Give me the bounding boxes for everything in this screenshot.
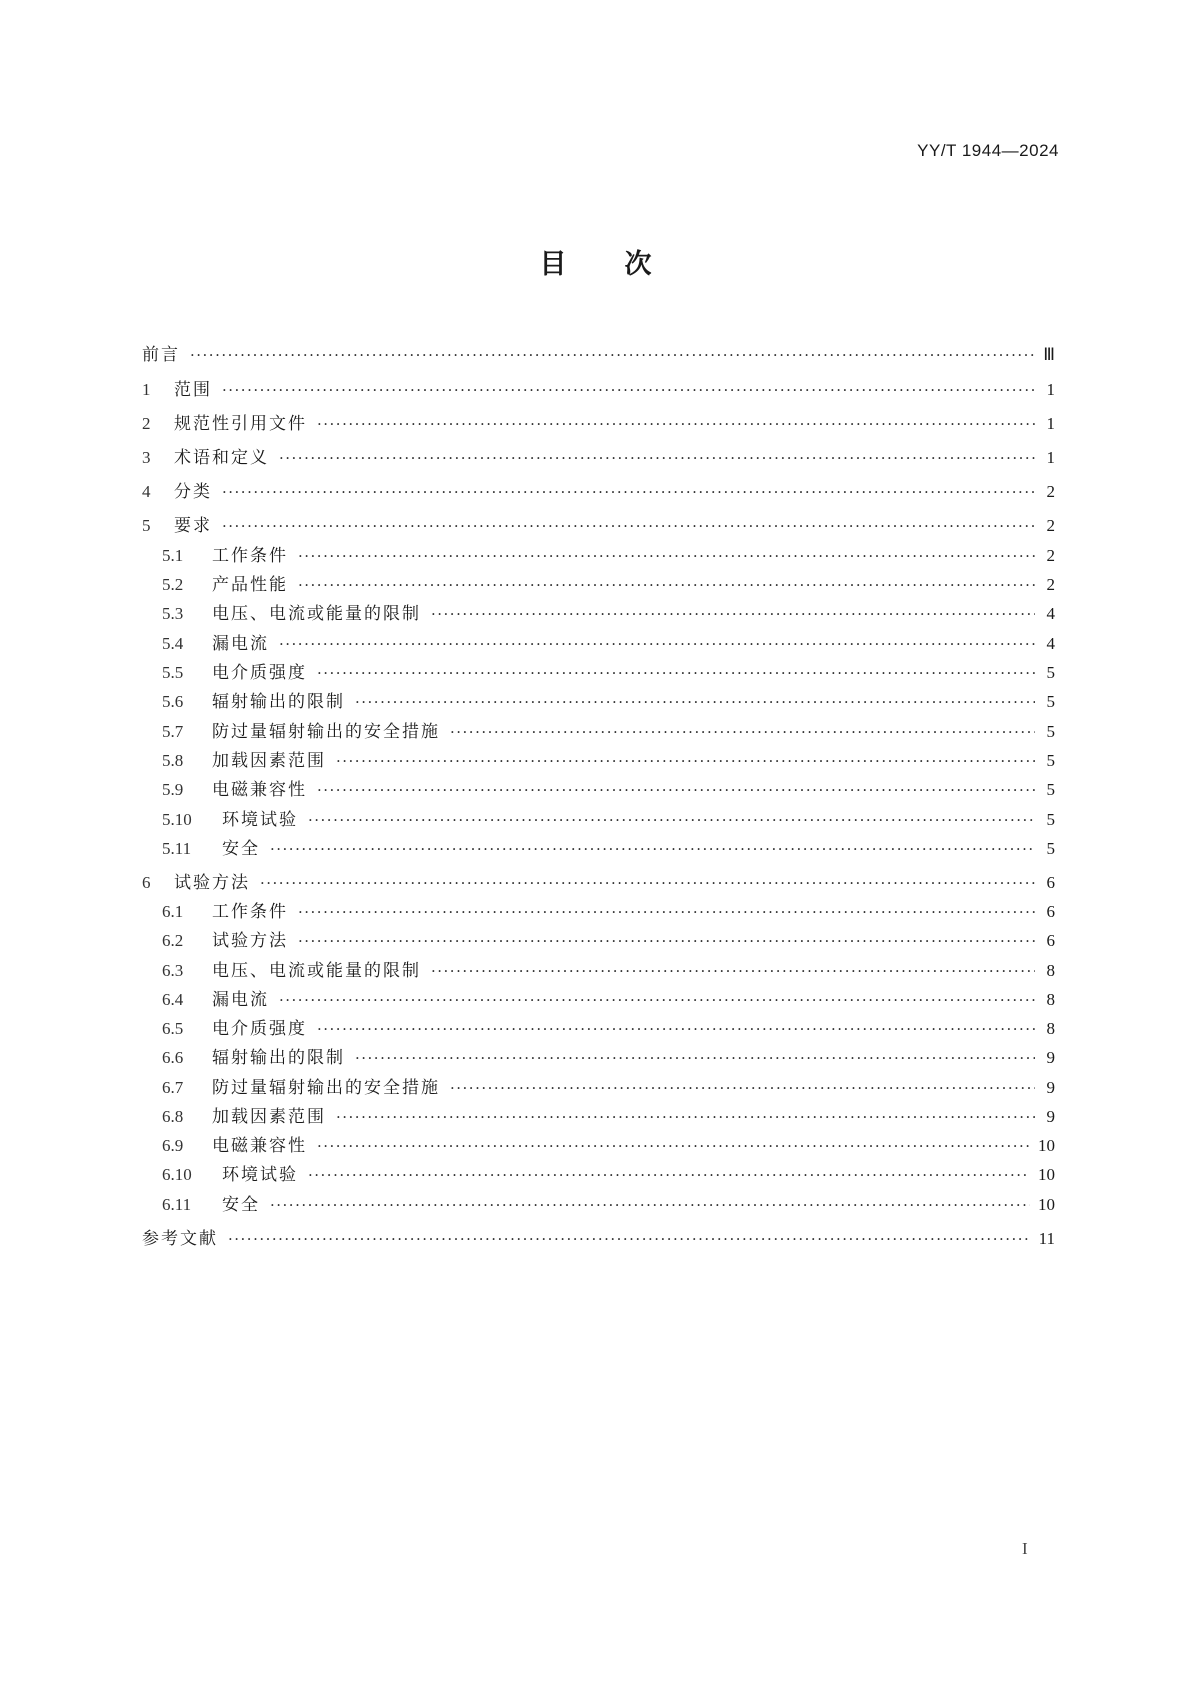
toc-entry-label: 环境试验 bbox=[222, 1165, 298, 1185]
toc-dot-leader bbox=[279, 449, 1035, 467]
toc-entry-number: 2 bbox=[142, 414, 151, 433]
toc-entry[interactable] bbox=[142, 1160, 1055, 1185]
toc-entry-number: 6.6 bbox=[162, 1048, 184, 1067]
page-title-char-2: 次 bbox=[624, 249, 652, 280]
toc-dot-leader bbox=[222, 381, 1035, 399]
toc-entry[interactable] bbox=[142, 511, 1055, 536]
toc-dot-leader bbox=[308, 1166, 1030, 1184]
toc-dot-leader bbox=[260, 874, 1035, 892]
toc-entry-number: 6.5 bbox=[162, 1019, 184, 1038]
toc-entry-number: 5.6 bbox=[162, 692, 184, 711]
toc-dot-leader bbox=[431, 962, 1035, 980]
toc-entry-label: 试验方法 bbox=[212, 931, 288, 951]
page-number: I bbox=[1022, 1539, 1028, 1558]
toc-entry-label: 漏电流 bbox=[212, 634, 269, 654]
toc-dot-leader bbox=[317, 1020, 1035, 1038]
toc-dot-leader bbox=[228, 1230, 1031, 1248]
toc-entry-label: 安全 bbox=[222, 1195, 260, 1215]
toc-entry[interactable] bbox=[142, 375, 1055, 400]
toc-entry[interactable] bbox=[142, 1043, 1055, 1068]
toc-entry-page: Ⅲ bbox=[1043, 345, 1055, 364]
toc-entry-page: 5 bbox=[1046, 810, 1055, 829]
toc-entry-page: 5 bbox=[1046, 722, 1055, 741]
toc-entry-label: 加载因素范围 bbox=[212, 1107, 326, 1127]
toc-dot-leader bbox=[270, 840, 1035, 858]
toc-entry-page: 8 bbox=[1046, 990, 1055, 1009]
toc-dot-leader bbox=[355, 1049, 1035, 1067]
toc-entry-label: 漏电流 bbox=[212, 990, 269, 1010]
toc-entry-number: 5.11 bbox=[162, 839, 192, 858]
toc-entry-number: 6.3 bbox=[162, 961, 184, 980]
toc-entry-page: 11 bbox=[1038, 1229, 1055, 1248]
toc-entry-number: 6.4 bbox=[162, 990, 184, 1009]
toc-entry-label: 防过量辐射输出的安全措施 bbox=[212, 1078, 440, 1098]
toc-entry[interactable] bbox=[142, 1073, 1055, 1098]
toc-entry-number: 6.7 bbox=[162, 1078, 184, 1097]
toc-dot-leader bbox=[298, 932, 1035, 950]
toc-entry-label: 电介质强度 bbox=[212, 663, 307, 683]
toc-entry-label: 产品性能 bbox=[212, 575, 288, 595]
toc-entry-label: 工作条件 bbox=[212, 902, 288, 922]
toc-dot-leader bbox=[270, 1196, 1030, 1214]
toc-entry[interactable] bbox=[142, 868, 1055, 893]
toc-dot-leader bbox=[336, 752, 1035, 770]
toc-entry-label: 分类 bbox=[174, 482, 212, 502]
toc-entry-label: 电磁兼容性 bbox=[212, 780, 307, 800]
page-title bbox=[0, 242, 1191, 281]
toc-entry-page: 5 bbox=[1046, 780, 1055, 799]
standard-number: YY/T 1944—2024 bbox=[917, 141, 1059, 160]
toc-entry[interactable] bbox=[142, 1190, 1055, 1215]
toc-dot-leader bbox=[317, 1137, 1030, 1155]
toc-entry[interactable] bbox=[142, 1131, 1055, 1156]
toc-dot-leader bbox=[298, 547, 1035, 565]
toc-entry-page: 4 bbox=[1046, 634, 1055, 653]
toc-entry[interactable] bbox=[142, 717, 1055, 742]
toc-dot-leader bbox=[355, 693, 1035, 711]
toc-dot-leader bbox=[279, 991, 1035, 1009]
toc-entry[interactable] bbox=[142, 1014, 1055, 1039]
toc-entry-label: 术语和定义 bbox=[174, 448, 269, 468]
toc-entry[interactable] bbox=[142, 541, 1055, 566]
toc-entry-number: 5.5 bbox=[162, 663, 184, 682]
toc-dot-leader bbox=[450, 723, 1035, 741]
toc-entry-page: 2 bbox=[1046, 546, 1055, 565]
toc-entry-page: 8 bbox=[1046, 961, 1055, 980]
toc-entry-number: 6.10 bbox=[162, 1165, 192, 1184]
toc-entry-page: 8 bbox=[1046, 1019, 1055, 1038]
toc-entry-number: 6.11 bbox=[162, 1195, 192, 1214]
toc-entry-number: 6.2 bbox=[162, 931, 184, 950]
toc-entry-page: 1 bbox=[1046, 448, 1055, 467]
toc-entry-label: 前言 bbox=[142, 345, 180, 365]
toc-entry-page: 5 bbox=[1046, 751, 1055, 770]
toc-dot-leader bbox=[190, 346, 1035, 364]
toc-entry-page: 6 bbox=[1046, 931, 1055, 950]
toc-dot-leader bbox=[450, 1079, 1035, 1097]
toc-entry[interactable] bbox=[142, 956, 1055, 981]
toc-entry-label: 电磁兼容性 bbox=[212, 1136, 307, 1156]
toc-entry-page: 9 bbox=[1046, 1078, 1055, 1097]
toc-entry-label: 加载因素范围 bbox=[212, 751, 326, 771]
toc-entry-page: 9 bbox=[1046, 1107, 1055, 1126]
toc-entry[interactable] bbox=[142, 926, 1055, 951]
toc-entry[interactable] bbox=[142, 570, 1055, 595]
toc-entry-label: 工作条件 bbox=[212, 546, 288, 566]
toc-entry-number: 6.8 bbox=[162, 1107, 184, 1126]
toc-dot-leader bbox=[222, 483, 1035, 501]
toc-dot-leader bbox=[317, 664, 1035, 682]
toc-entry[interactable] bbox=[142, 746, 1055, 771]
toc-entry-page: 1 bbox=[1046, 414, 1055, 433]
toc-entry-number: 6 bbox=[142, 873, 151, 892]
toc-entry[interactable] bbox=[142, 805, 1055, 830]
toc-entry-label: 环境试验 bbox=[222, 810, 298, 830]
toc-entry[interactable] bbox=[142, 629, 1055, 654]
toc-entry[interactable] bbox=[142, 687, 1055, 712]
toc-dot-leader bbox=[298, 903, 1035, 921]
toc-entry[interactable] bbox=[142, 834, 1055, 859]
toc-entry-number: 5 bbox=[142, 516, 151, 535]
toc-entry-page: 2 bbox=[1046, 516, 1055, 535]
toc-entry-page: 2 bbox=[1046, 482, 1055, 501]
toc-dot-leader bbox=[317, 415, 1035, 433]
toc-entry-label: 规范性引用文件 bbox=[174, 414, 307, 434]
toc-entry-number: 5.8 bbox=[162, 751, 184, 770]
toc-entry-label: 要求 bbox=[174, 516, 212, 536]
toc-entry-label: 安全 bbox=[222, 839, 260, 859]
toc-entry-label: 范围 bbox=[174, 380, 212, 400]
toc-dot-leader bbox=[431, 605, 1035, 623]
page-title-char-1: 目 bbox=[539, 249, 567, 280]
toc-dot-leader bbox=[336, 1108, 1035, 1126]
toc-entry-label: 辐射输出的限制 bbox=[212, 692, 345, 712]
toc-entry-page: 6 bbox=[1046, 873, 1055, 892]
toc-entry-page: 5 bbox=[1046, 663, 1055, 682]
toc-entry-number: 3 bbox=[142, 448, 151, 467]
toc-entry[interactable] bbox=[142, 1224, 1055, 1249]
toc-dot-leader bbox=[317, 781, 1035, 799]
toc-entry[interactable] bbox=[142, 477, 1055, 502]
toc-entry[interactable] bbox=[142, 443, 1055, 468]
toc-dot-leader bbox=[279, 635, 1035, 653]
toc-entry-page: 2 bbox=[1046, 575, 1055, 594]
toc-entry[interactable] bbox=[142, 775, 1055, 800]
toc-entry-page: 9 bbox=[1046, 1048, 1055, 1067]
toc-entry-number: 1 bbox=[142, 380, 151, 399]
toc-entry-label: 防过量辐射输出的安全措施 bbox=[212, 722, 440, 742]
toc-entry-page: 6 bbox=[1046, 902, 1055, 921]
toc-entry[interactable] bbox=[142, 897, 1055, 922]
toc-entry-page: 5 bbox=[1046, 839, 1055, 858]
toc-entry[interactable] bbox=[142, 658, 1055, 683]
toc-entry-label: 参考文献 bbox=[142, 1229, 218, 1249]
toc-entry-label: 电介质强度 bbox=[212, 1019, 307, 1039]
toc-entry-page: 5 bbox=[1046, 692, 1055, 711]
toc-entry-number: 4 bbox=[142, 482, 151, 501]
toc-entry-number: 5.4 bbox=[162, 634, 184, 653]
toc-dot-leader bbox=[298, 576, 1035, 594]
toc-entry-number: 5.7 bbox=[162, 722, 184, 741]
toc-entry-label: 试验方法 bbox=[174, 873, 250, 893]
toc-entry[interactable] bbox=[142, 985, 1055, 1010]
toc-entry-label: 电压、电流或能量的限制 bbox=[212, 604, 421, 624]
toc-entry-page: 10 bbox=[1038, 1195, 1055, 1214]
toc-entry-page: 1 bbox=[1046, 380, 1055, 399]
toc-entry-number: 5.10 bbox=[162, 810, 192, 829]
toc-entry-number: 6.9 bbox=[162, 1136, 184, 1155]
toc-entry-label: 电压、电流或能量的限制 bbox=[212, 961, 421, 981]
toc-entry-number: 5.9 bbox=[162, 780, 184, 799]
toc-entry-page: 10 bbox=[1038, 1165, 1055, 1184]
toc-entry-number: 6.1 bbox=[162, 902, 184, 921]
toc-entry[interactable] bbox=[142, 1102, 1055, 1127]
toc-dot-leader bbox=[222, 517, 1035, 535]
toc-dot-leader bbox=[308, 811, 1035, 829]
toc-entry[interactable] bbox=[142, 599, 1055, 624]
toc-entry-number: 5.3 bbox=[162, 604, 184, 623]
toc-entry-page: 4 bbox=[1046, 604, 1055, 623]
toc-entry-number: 5.1 bbox=[162, 546, 184, 565]
toc-entry-page: 10 bbox=[1038, 1136, 1055, 1155]
toc-entry-label: 辐射输出的限制 bbox=[212, 1048, 345, 1068]
toc-entry[interactable] bbox=[142, 409, 1055, 434]
toc-entry[interactable] bbox=[142, 340, 1055, 365]
toc-entry-number: 5.2 bbox=[162, 575, 184, 594]
